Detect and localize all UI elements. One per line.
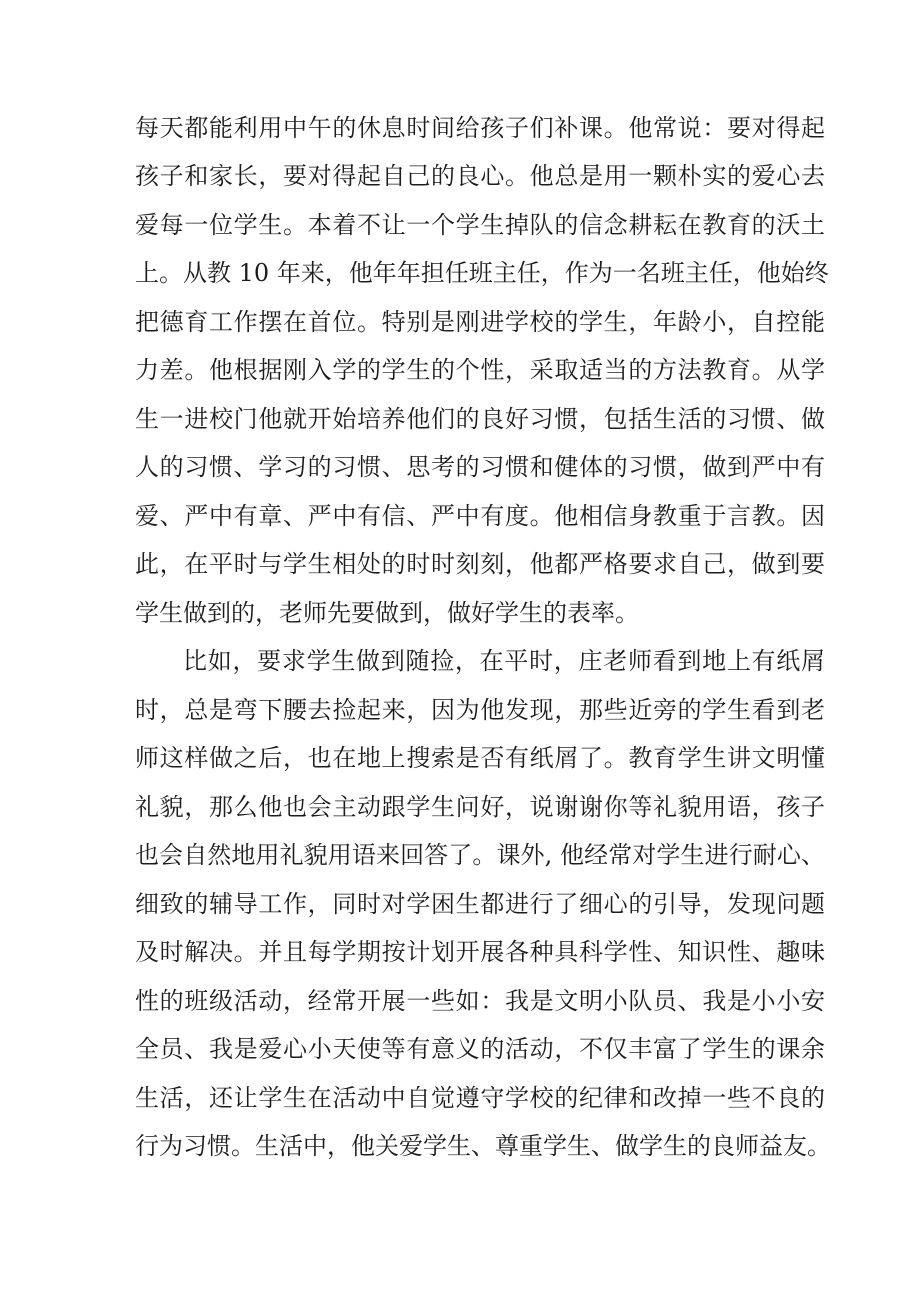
text-line: 也会自然地用礼貌用语来回答了。课外, 他经常对学生进行耐心、 [135,841,825,869]
text-line: 人的习惯、学习的习惯、思考的习惯和健体的习惯，做到严中有 [135,453,825,481]
text-line-paragraph-start: 比如，要求学生做到随捡，在平时，庄老师看到地上有纸屑 [183,647,825,675]
text-line: 爱、严中有章、严中有信、严中有度。他相信身教重于言教。因 [135,502,825,530]
text-line: 把德育工作摆在首位。特别是刚进学校的学生，年龄小，自控能 [135,308,825,336]
text-line: 全员、我是爱心小天使等有意义的活动，不仅丰富了学生的课余 [135,1035,825,1063]
text-line: 礼貌，那么他也会主动跟学生问好，说谢谢你等礼貌用语，孩子 [135,793,825,821]
text-line: 孩子和家长，要对得起自己的良心。他总是用一颗朴实的爱心去 [135,162,825,190]
text-line: 爱每一位学生。本着不让一个学生掉队的信念耕耘在教育的沃土 [135,211,825,239]
text-line-paragraph-end: 学生做到的，老师先要做到，做好学生的表率。 [135,599,639,627]
text-line: 上。从教 10 年来，他年年担任班主任，作为一名班主任，他始终 [135,259,829,287]
text-line: 此，在平时与学生相处的时时刻刻，他都严格要求自己，做到要 [135,550,825,578]
text-line: 时，总是弯下腰去捡起来，因为他发现，那些近旁的学生看到老 [135,696,825,724]
text-line: 及时解决。并且每学期按计划开展各种具科学性、知识性、趣味 [135,938,825,966]
text-line: 细致的辅导工作，同时对学困生都进行了细心的引导，发现问题 [135,890,825,918]
text-line: 生一进校门他就开始培养他们的良好习惯，包括生活的习惯、做 [135,405,825,433]
text-line-paragraph-end: 行为习惯。生活中，他关爱学生、尊重学生、做学生的良师益友。 [135,1132,831,1160]
text-line: 每天都能利用中午的休息时间给孩子们补课。他常说：要对得起 [135,114,825,142]
text-line: 力差。他根据刚入学的学生的个性，采取适当的方法教育。从学 [135,356,825,384]
text-line: 师这样做之后，也在地上搜索是否有纸屑了。教育学生讲文明懂 [135,744,825,772]
text-line: 生活，还让学生在活动中自觉遵守学校的纪律和改掉一些不良的 [135,1084,825,1112]
text-line: 性的班级活动，经常开展一些如：我是文明小队员、我是小小安 [135,987,825,1015]
